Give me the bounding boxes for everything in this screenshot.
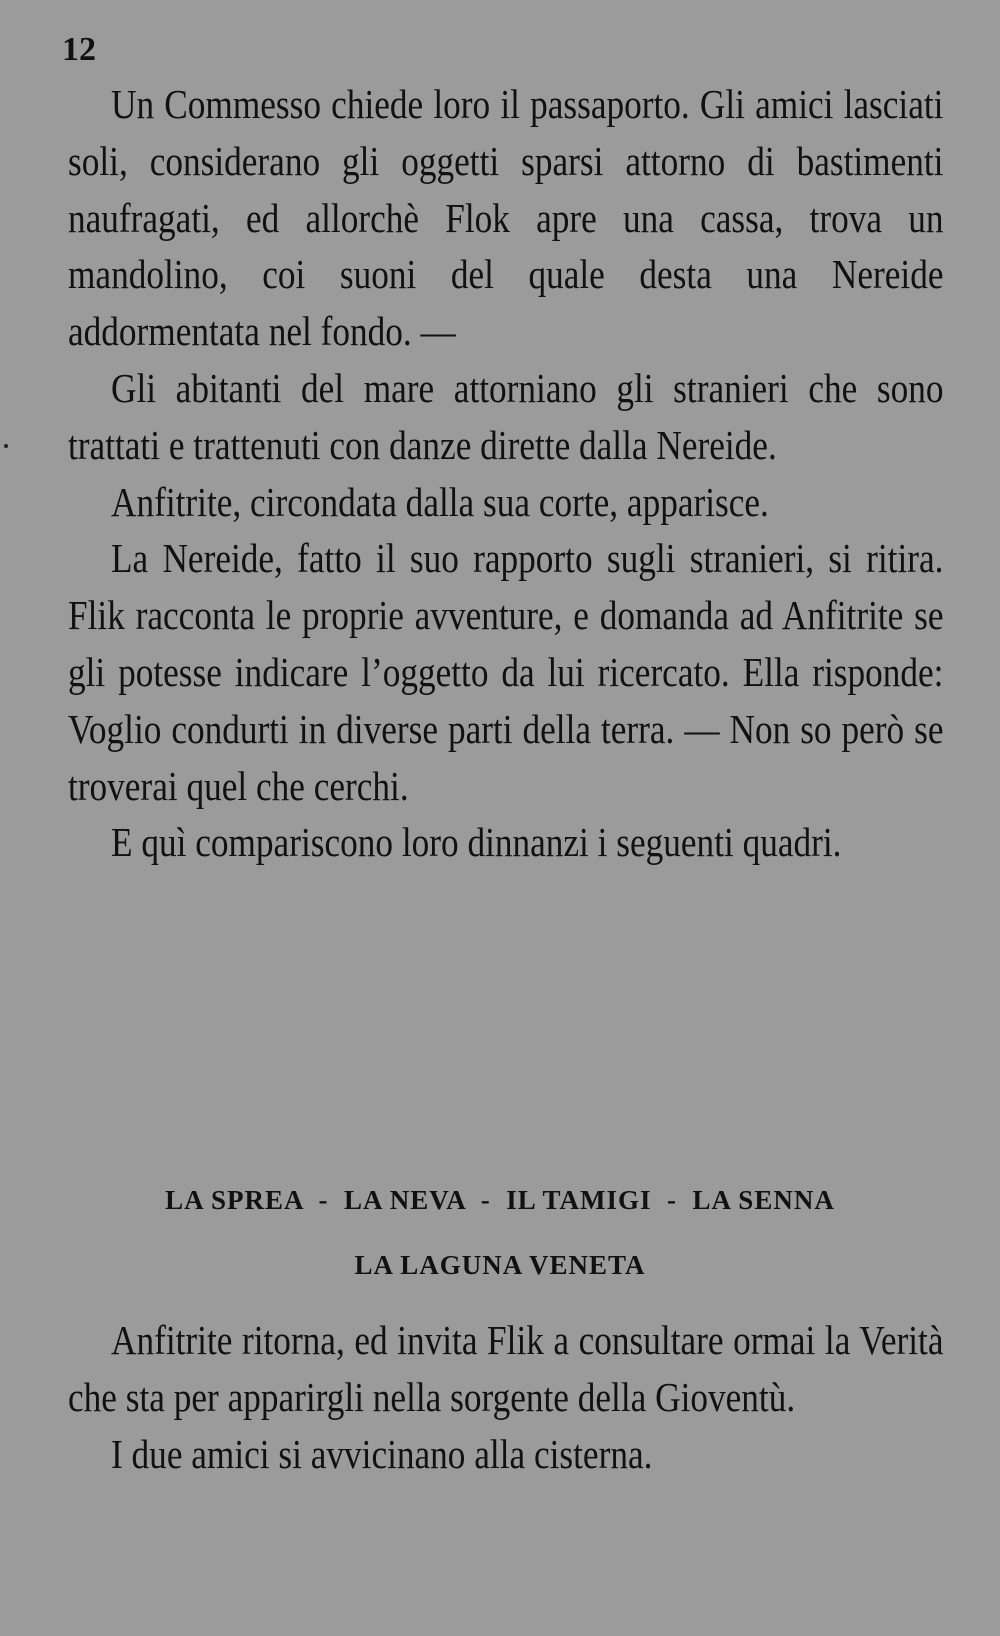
section-heading-rivers: LA SPREA - LA NEVA - IL TAMIGI - LA SENNA: [165, 1185, 835, 1215]
paragraph: E quì compariscono loro dinnanzi i seguenti quadri.: [111, 819, 842, 866]
paragraph: La Nereide, fatto il suo rapporto sugli stranieri, si ritira. Flik racconta le proprie avventure, e domanda ad Anfitrite se gli potesse indicare l’oggetto da lui ricercato. Ella risponde: Voglio condurti in diverse parti della terra. — Non so però se troverai quel che cerchi.: [68, 535, 944, 809]
scan-speck: [4, 444, 8, 448]
paragraph: I due amici si avvicinano alla cisterna.: [111, 1430, 653, 1477]
text-block-top: [68, 76, 943, 871]
section-heading-laguna: LA LAGUNA VENETA: [354, 1250, 646, 1280]
page-number: 12: [62, 31, 96, 68]
paragraph: Un Commesso chiede loro il passaporto. Gli amici lasciati soli, considerano gli oggetti sparsi attorno di bastimenti naufragati, ed allorchè Flok apre una cassa, trova un mandolino, coi suoni del quale desta una Nereide addormentata nel fondo. —: [68, 81, 944, 355]
paragraph: Gli abitanti del mare attorniano gli stranieri che sono trattati e trattenuti con danze dirette dalla Nereide.: [68, 364, 944, 468]
paragraph: Anfitrite ritorna, ed invita Flik a consultare ormai la Verità che sta per apparirgli nella sorgente della Gioventù.: [68, 1317, 944, 1420]
text-block-bottom: [68, 1312, 943, 1482]
paragraph: Anfitrite, circondata dalla sua corte, apparisce.: [111, 478, 769, 525]
